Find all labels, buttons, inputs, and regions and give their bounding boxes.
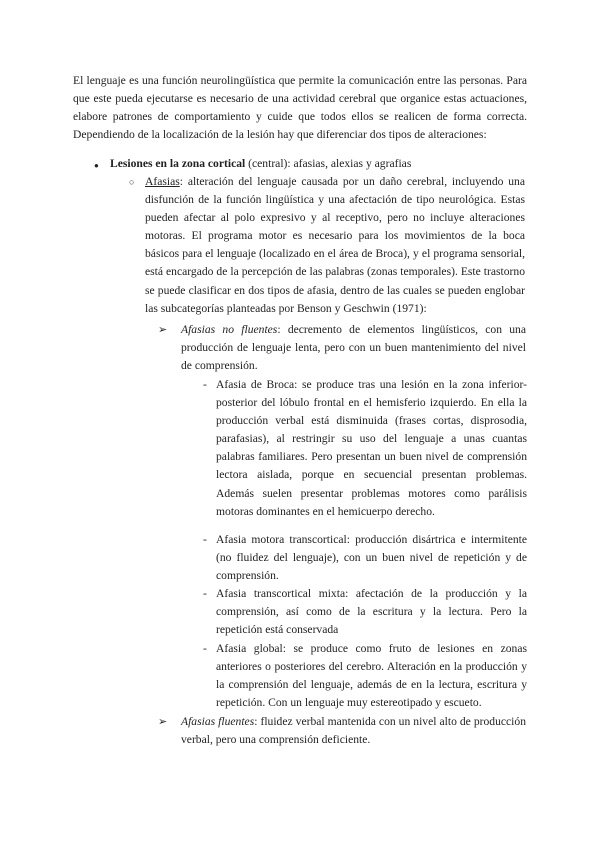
bullet-title: Lesiones en la zona cortical — [110, 157, 246, 170]
fluentes-text: : fluidez verbal mantenida con un nivel alto de producción verbal, pero una comprensión deficiente. — [181, 715, 526, 747]
dash-marker: - — [203, 378, 207, 391]
afasias-item — [145, 173, 525, 318]
circle-marker: ○ — [129, 177, 135, 187]
bullet-item-lesiones-cortical — [110, 155, 530, 173]
afasias-text: : alteración del lenguaje causada por un daño cerebral, incluyendo una disfunción de la función lingüística y una afectación de tipo neurológica. Estas pueden afectar al polo expresivo y al receptivo, pero no incluye alteraciones motoras. El programa motor es necesario para los movimientos de la boca básicos para el lenguaje (localizado en el área de Broca), y el programa sensorial, está encargado de la percepción de las palabras (zonas temporales). Este trastorno se puede clasificar en dos tipos de afasia, dentro de las cuales se pueden englobar las subcategorías planteadas por Benson y Geschwin (1971): — [145, 175, 525, 315]
intro-paragraph: El lenguaje es una función neurolingüística que permite la comunicación entre las personas. Para que este pueda ejecutarse es necesario de una actividad cerebral que organice estas actuaciones, elabore patrones de comportamiento y cuide que todos ellos se realicen de forma correcta. Dependiendo de la localización de la lesión hay que diferenciar dos tipos de alteraciones: — [73, 74, 527, 142]
arrow-marker-fluentes: ➢ — [158, 716, 168, 728]
dash-marker: - — [203, 533, 207, 546]
subtype-transcortical-mixta: Afasia transcortical mixta: afectación de la producción y la comprensión, así como de la escritura y la lectura. Pero la repetición está conservada — [216, 587, 527, 637]
subtype-global: Afasia global: se produce como fruto de lesiones en zonas anteriores o posteriores del cerebro. Alteración en la producción y la comprensión del lenguaje, además de en la lectura, escritura y repetición. Con un lenguaje muy estereotipado y escueto. — [216, 642, 527, 710]
bullet-marker: ● — [94, 161, 99, 170]
no-fluentes-term: Afasias no fluentes — [181, 323, 278, 336]
fluentes-term: Afasias fluentes — [181, 715, 255, 728]
afasias-no-fluentes-item — [181, 321, 526, 375]
subtype-broca: Afasia de Broca: se produce tras una lesión en la zona inferior-posterior del lóbulo frontal en el hemisferio izquierdo. En ella la producción verbal está disminuida (frases cortas, disprosodia, parafasias), al restringir su uso del lenguaje a unas cuantas palabras familiares. Pero presentan un buen nivel de comprensión lectora aislada, porque en secuencial presentan problemas. Además suelen presentar problemas motores como parálisis motoras dominantes en el hemicuerpo derecho. — [216, 378, 527, 518]
bullet-text: (central): afasias, alexias y agrafias — [245, 157, 412, 170]
afasias-term: Afasias — [145, 175, 180, 188]
dash-marker: - — [203, 587, 207, 600]
dash-marker: - — [203, 642, 207, 655]
no-fluentes-text: : decremento de elementos lingüísticos, con una producción de lenguaje lenta, pero con un buen mantenimiento del nivel de comprensión. — [181, 323, 526, 373]
afasias-fluentes-item — [181, 713, 526, 749]
arrow-marker-no-fluentes: ➢ — [158, 324, 168, 336]
subtype-motora-transcortical: Afasia motora transcortical: producción disártrica e intermitente (no fluidez del lenguaje), con un buen nivel de repetición y de comprensión. — [216, 533, 527, 583]
